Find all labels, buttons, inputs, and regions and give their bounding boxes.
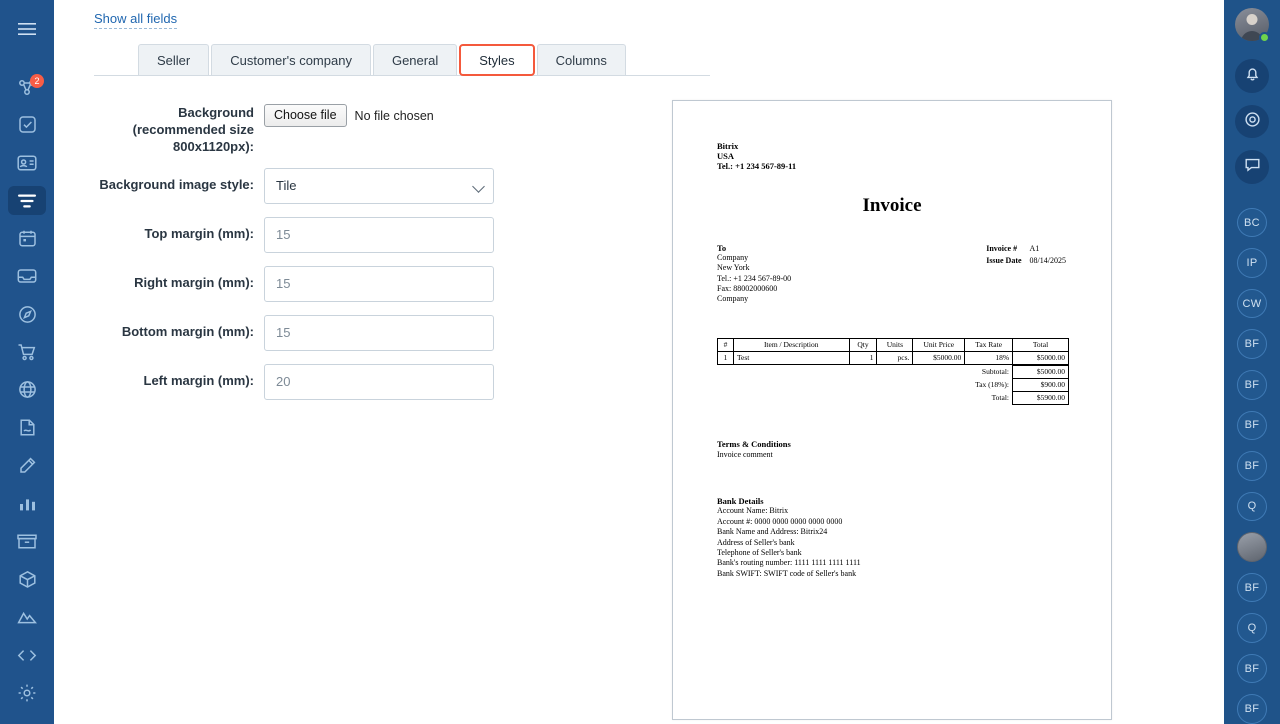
chat-button[interactable] (1235, 150, 1269, 183)
table-header-row (718, 339, 1069, 352)
sidebar-item-mail[interactable] (8, 261, 46, 291)
meta-row-issue-date (985, 255, 1067, 267)
cell-0-5: 18% (965, 352, 1013, 365)
compass-icon (18, 305, 37, 324)
code-icon (17, 648, 37, 663)
cell-0-4: $5000.00 (913, 352, 965, 365)
form-row-top-margin (94, 217, 564, 253)
contact-chip-2[interactable]: CW (1237, 289, 1267, 319)
form-row-right-margin (94, 266, 564, 302)
sidebar-item-menu-burger[interactable] (8, 14, 46, 44)
sidebar-item-tasks[interactable] (8, 110, 46, 140)
cell-0-0: 1 (718, 352, 734, 365)
form-row-background (94, 102, 564, 155)
meta-value-1: 08/14/2025 (1029, 256, 1066, 266)
left-sidebar (0, 0, 54, 724)
crm-badge: 2 (30, 74, 44, 88)
sidebar-item-bi-builder[interactable] (8, 602, 46, 632)
summary-row-tax (717, 379, 1069, 392)
background-style-field (264, 168, 494, 204)
seller-country: USA (717, 151, 735, 161)
to-line-2: Tel.: +1 234 567-89-00 (717, 273, 792, 283)
status-badge (1259, 32, 1270, 43)
pen-icon (18, 456, 37, 475)
summary-value-0: $5000.00 (1013, 366, 1069, 379)
tab-bar (94, 45, 710, 76)
contact-chip-9[interactable]: BF (1237, 573, 1267, 603)
summary-label-1: Tax (18%): (975, 380, 1009, 390)
left-margin-input[interactable]: 20 (264, 364, 494, 400)
background-field (264, 102, 494, 127)
th-0: # (718, 339, 734, 352)
right-margin-label: Right margin (mm): (134, 275, 254, 290)
invoice-terms-block (717, 439, 1067, 460)
to-line-4: Company (717, 294, 749, 304)
bottom-margin-label: Bottom margin (mm): (121, 324, 254, 339)
tab-columns[interactable]: Columns (537, 44, 626, 75)
show-all-fields-link[interactable]: Show all fields (94, 11, 177, 29)
left-margin-label: Left margin (mm): (143, 373, 254, 388)
bottom-margin-field (264, 315, 494, 351)
mountain-icon (17, 609, 37, 625)
sidebar-item-documents[interactable] (8, 186, 46, 216)
invoice-to-block (717, 243, 791, 304)
top-margin-field (264, 217, 494, 253)
chevron-down-icon (472, 180, 485, 193)
sidebar-item-online-store[interactable] (8, 337, 46, 367)
table-row (718, 352, 1069, 365)
invoice-preview (672, 100, 1112, 720)
lines-icon (17, 193, 37, 209)
cell-0-3: pcs. (877, 352, 913, 365)
sidebar-item-crm[interactable] (8, 72, 46, 102)
summary-label-0: Subtotal: (981, 367, 1009, 377)
to-heading: To (717, 243, 727, 253)
to-line-1: New York (717, 263, 750, 273)
bank-heading: Bank Details (717, 496, 764, 507)
contact-chip-12[interactable]: BF (1237, 694, 1267, 724)
terms-text: Invoice comment (717, 449, 773, 459)
th-3: Units (877, 339, 913, 352)
tab-styles[interactable]: Styles (459, 44, 534, 76)
inbox-icon (17, 268, 37, 284)
bottom-margin-input[interactable]: 15 (264, 315, 494, 351)
invoice-items-table (717, 338, 1069, 365)
background-style-value: Tile (276, 178, 297, 193)
doc-sign-icon (19, 418, 36, 437)
top-margin-input[interactable]: 15 (264, 217, 494, 253)
bank-line-3: Address of Seller's bank (717, 537, 795, 547)
form-row-bottom-margin (94, 315, 564, 351)
cart-icon (17, 343, 37, 361)
calendar-icon (18, 229, 37, 248)
th-4: Unit Price (913, 339, 965, 352)
invoice-meta-block (985, 243, 1067, 304)
summary-value-1: $900.00 (1013, 379, 1069, 392)
invoice-header-columns (717, 243, 1067, 304)
sidebar-item-sites[interactable] (8, 375, 46, 405)
meta-value-0: A1 (1029, 244, 1040, 253)
bank-line-5: Bank's routing number: 1111 1111 1111 1111 (717, 558, 861, 568)
invoice-body (673, 101, 1111, 579)
background-style-label: Background image style: (99, 177, 254, 192)
tab-customers-company[interactable]: Customer's company (211, 44, 371, 75)
summary-value-2: $5900.00 (1013, 392, 1069, 405)
cell-0-6: $5000.00 (1013, 352, 1069, 365)
invoice-title: Invoice (862, 195, 922, 216)
contact-chip-8[interactable] (1237, 532, 1267, 562)
sidebar-item-market[interactable] (8, 564, 46, 594)
styles-form (94, 102, 564, 400)
meta-row-invoice-number (985, 243, 1067, 255)
tab-general[interactable]: General (373, 44, 457, 75)
invoice-seller-block (717, 141, 1067, 171)
to-line-0: Company (717, 253, 749, 263)
summary-row-total (717, 392, 1069, 405)
cell-0-2: 1 (849, 352, 877, 365)
invoice-summary-table (717, 365, 1069, 405)
file-input-row[interactable] (264, 102, 494, 127)
pulse-button[interactable] (1235, 105, 1269, 138)
burger-icon (18, 23, 36, 35)
form-row-left-margin (94, 364, 564, 400)
sidebar-item-contact-center[interactable] (8, 148, 46, 178)
sidebar-item-settings[interactable] (8, 678, 46, 708)
cube-icon (18, 570, 37, 589)
bank-line-2: Bank Name and Address: Bitrix24 (717, 527, 828, 537)
tab-seller[interactable]: Seller (138, 44, 209, 75)
contact-chip-4[interactable]: BF (1237, 370, 1267, 400)
right-margin-input[interactable]: 15 (264, 266, 494, 302)
cell-0-1: Test (733, 352, 849, 365)
to-line-3: Fax: 88002000600 (717, 283, 778, 293)
bank-line-1: Account #: 0000 0000 0000 0000 0000 (717, 516, 843, 526)
choose-file-button[interactable]: Choose file (264, 104, 347, 127)
contact-chip-3[interactable]: BF (1237, 329, 1267, 359)
check-square-icon (18, 115, 37, 134)
bar-chart-icon (18, 495, 37, 512)
left-margin-field (264, 364, 494, 400)
target-icon (1244, 111, 1261, 133)
bank-line-0: Account Name: Bitrix (717, 506, 789, 516)
chat-icon (1244, 156, 1261, 178)
th-6: Total (1013, 339, 1069, 352)
sidebar-item-signature[interactable] (8, 413, 46, 443)
sidebar-item-analytics[interactable] (8, 489, 46, 519)
contact-chip-6[interactable]: BF (1237, 451, 1267, 481)
gear-icon (17, 683, 37, 703)
sidebar-item-developer[interactable] (8, 640, 46, 670)
bank-line-6: Bank SWIFT: SWIFT code of Seller's bank (717, 568, 857, 578)
id-card-icon (17, 155, 37, 171)
meta-key-1: Issue Date (986, 256, 1022, 266)
main-content (54, 0, 1224, 724)
contact-chip-5[interactable]: BF (1237, 411, 1267, 441)
bank-line-4: Telephone of Seller's bank (717, 548, 802, 558)
contact-chip-0[interactable]: BC (1237, 208, 1267, 238)
seller-phone: Tel.: +1 234 567-89-11 (717, 161, 797, 171)
contact-chip-7[interactable]: Q (1237, 492, 1267, 522)
th-5: Tax Rate (965, 339, 1013, 352)
contact-chip-1[interactable]: IP (1237, 248, 1267, 278)
contact-chip-10[interactable]: Q (1237, 613, 1267, 643)
file-status-text: No file chosen (354, 108, 434, 123)
bell-icon (1244, 65, 1261, 87)
form-row-background-style (94, 168, 564, 204)
right-sidebar (1224, 0, 1280, 724)
seller-name: Bitrix (717, 141, 739, 151)
summary-label-2: Total: (991, 393, 1009, 403)
notifications-button[interactable] (1235, 59, 1269, 92)
terms-heading: Terms & Conditions (717, 439, 791, 450)
top-margin-label: Top margin (mm): (144, 226, 254, 241)
th-2: Qty (849, 339, 877, 352)
avatar-head (1247, 14, 1258, 25)
background-style-select[interactable] (264, 168, 494, 204)
contact-chip-11[interactable]: BF (1237, 654, 1267, 684)
invoice-bank-block (717, 496, 1067, 579)
right-margin-field (264, 266, 494, 302)
background-label: Background (recommended size 800x1120px): (132, 105, 254, 154)
sidebar-item-inventory[interactable] (8, 527, 46, 557)
box-icon (17, 533, 37, 550)
summary-row-subtotal (717, 366, 1069, 379)
sidebar-item-marketing[interactable] (8, 451, 46, 481)
meta-key-0: Invoice # (986, 244, 1018, 253)
th-1: Item / Description (733, 339, 849, 352)
sidebar-item-calendar[interactable] (8, 223, 46, 253)
sidebar-item-automation[interactable] (8, 299, 46, 329)
globe-icon (18, 380, 37, 399)
